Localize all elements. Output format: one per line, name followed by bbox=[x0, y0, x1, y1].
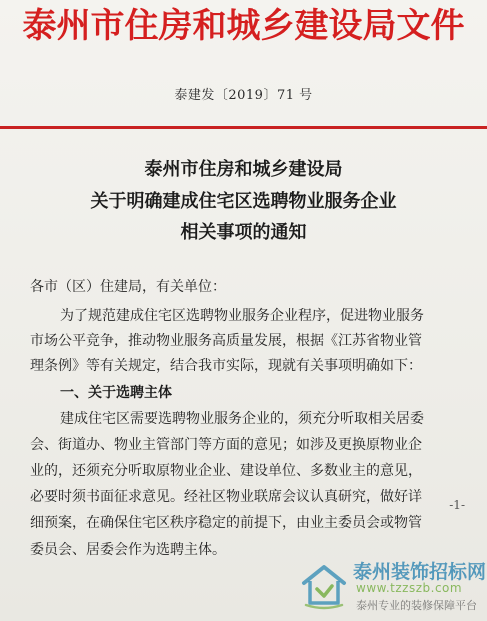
salutation: 各市（区）住建局，有关单位： bbox=[30, 279, 226, 295]
site-watermark bbox=[298, 557, 487, 615]
house-logo-icon bbox=[298, 559, 350, 611]
watermark-title: 泰州装饰招标网 bbox=[353, 561, 487, 583]
watermark-url: www.tzzszb.com bbox=[356, 581, 463, 595]
intro-line-2: 市场公平竞争，推动物业服务高质量发展，根据《江苏省物业管 bbox=[30, 333, 422, 349]
watermark-tagline: 泰州专业的装修保障平台 bbox=[356, 599, 477, 612]
section-1-line-1: 建成住宅区需要选聘物业服务企业的，须充分听取相关居委 bbox=[60, 411, 424, 427]
section-1-line-4: 必要时须书面征求意见。经社区物业联席会议认真研究，做好详 bbox=[30, 489, 422, 505]
intro-line-3: 理条例》等有关规定，结合我市实际，现就有关事项明确如下： bbox=[30, 358, 422, 374]
notice-title-line-2: 关于明确建成住宅区选聘物业服务企业 bbox=[90, 191, 397, 212]
intro-line-1: 为了规范建成住宅区选聘物业服务企业程序，促进物业服务 bbox=[60, 308, 424, 324]
issuer-header: 泰州市住房和城乡建设局文件 bbox=[22, 6, 465, 46]
section-1-line-2: 会、街道办、物业主管部门等方面的意见；如涉及更换原物业企 bbox=[30, 437, 422, 453]
section-1-heading: 一、关于选聘主体 bbox=[60, 385, 172, 401]
section-1-line-5: 细预案，在确保住宅区秩序稳定的前提下，由业主委员会或物管 bbox=[30, 515, 422, 531]
document-number: 泰建发〔2019〕71 号 bbox=[174, 88, 313, 103]
page-number: -1- bbox=[449, 498, 465, 512]
section-1-line-3: 业的，还须充分听取原物业企业、建设单位、多数业主的意见， bbox=[30, 463, 422, 479]
section-1-line-6: 委员会、居委会作为选聘主体。 bbox=[30, 542, 226, 558]
notice-title-line-3: 相关事项的通知 bbox=[180, 222, 307, 243]
notice-title-line-1: 泰州市住房和城乡建设局 bbox=[144, 159, 343, 180]
red-divider bbox=[0, 126, 487, 129]
